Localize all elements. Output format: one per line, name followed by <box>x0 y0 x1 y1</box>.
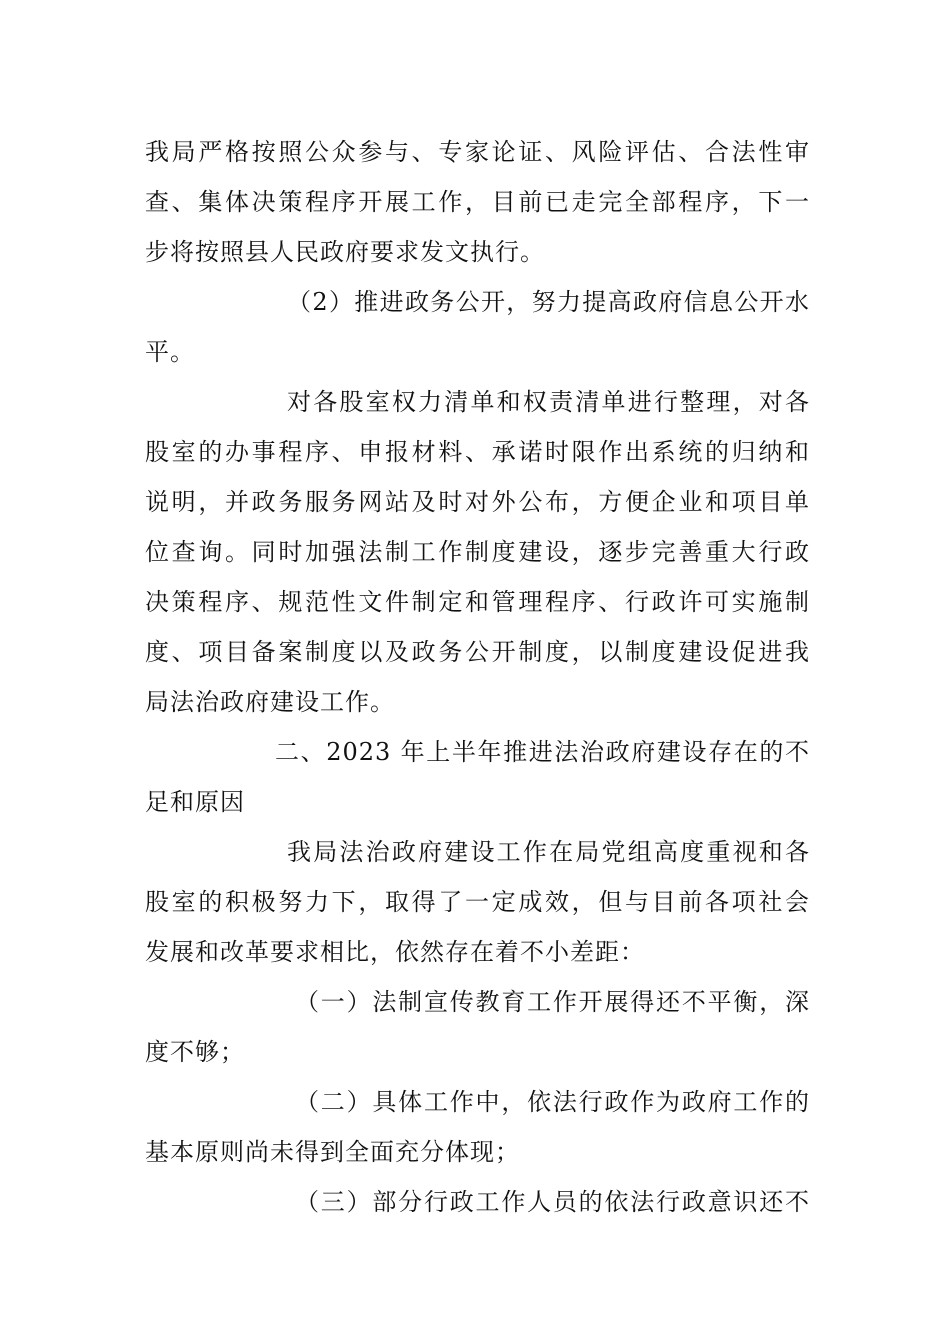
text-line: 查、集体决策程序开展工作，目前已走完全部程序，下一 <box>145 188 810 216</box>
text-line: 股室的积极努力下，取得了一定成效，但与目前各项社会 <box>145 888 810 916</box>
text-line: 我局法治政府建设工作在局党组高度重视和各 <box>287 838 810 866</box>
text-line: 说明，并政务服务网站及时对外公布，方便企业和项目单 <box>145 488 810 516</box>
text-line: 决策程序、规范性文件制定和管理程序、行政许可实施制 <box>145 588 810 616</box>
text-line: 步将按照县人民政府要求发文执行。 <box>145 238 545 266</box>
section-heading-continued: 足和原因 <box>145 788 245 816</box>
list-item: （二）具体工作中，依法行政作为政府工作的 <box>295 1088 810 1116</box>
text-line: 度、项目备案制度以及政务公开制度，以制度建设促进我 <box>145 638 810 666</box>
list-item: （三）部分行政工作人员的依法行政意识还不 <box>295 1188 810 1216</box>
text-line: 位查询。同时加强法制工作制度建设，逐步完善重大行政 <box>145 538 810 566</box>
text-line: 局法治政府建设工作。 <box>145 688 395 716</box>
list-item-continued: 基本原则尚未得到全面充分体现； <box>145 1138 520 1166</box>
text-line: 股室的办事程序、申报材料、承诺时限作出系统的归纳和 <box>145 438 810 466</box>
list-item-continued: 度不够； <box>145 1038 245 1066</box>
section-heading: 二、2023 年上半年推进法治政府建设存在的不 <box>275 738 810 766</box>
text-line: 我局严格按照公众参与、专家论证、风险评估、合法性审 <box>145 138 810 166</box>
section-heading: （2）推进政务公开，努力提高政府信息公开水 <box>287 288 810 316</box>
text-line: 发展和改革要求相比，依然存在着不小差距： <box>145 938 645 966</box>
list-item: （一）法制宣传教育工作开展得还不平衡，深 <box>295 988 810 1016</box>
text-line: 对各股室权力清单和权责清单进行整理，对各 <box>287 388 810 416</box>
section-heading-continued: 平。 <box>145 338 195 366</box>
